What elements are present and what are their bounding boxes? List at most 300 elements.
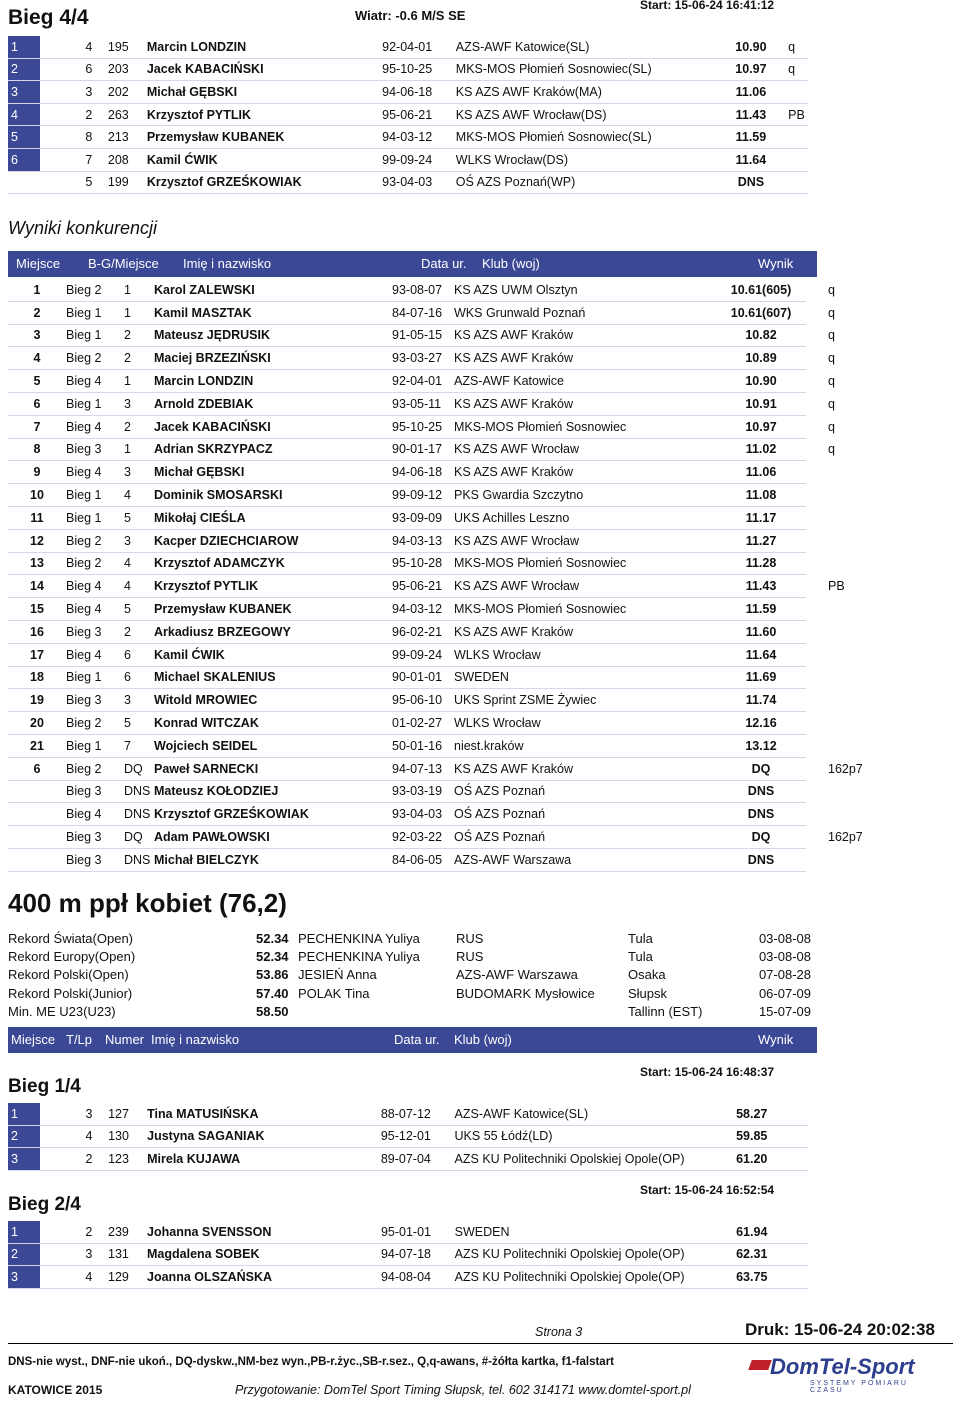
cell-place: 7 xyxy=(8,415,66,438)
cell-result: 61.94 xyxy=(736,1224,768,1239)
logo-text: DomTel-Sport xyxy=(770,1354,915,1379)
table-row xyxy=(8,36,808,58)
cell-heat: Bieg 2 xyxy=(66,279,124,301)
cell-extra: 162p7 xyxy=(828,761,863,776)
results-row xyxy=(8,438,878,461)
cell-club: MKS-MOS Płomień Sosnowiec xyxy=(454,552,716,575)
cell-place: 1 xyxy=(8,1103,40,1125)
cell-result: 11.02 xyxy=(716,438,806,461)
cell-name: Michael SKALENIUS xyxy=(154,666,392,689)
cell-extra xyxy=(806,461,878,484)
cell-qual xyxy=(781,1148,808,1171)
table-row xyxy=(8,81,808,104)
cell-club: WLKS Wrocław xyxy=(454,643,716,666)
cell-club: AZS KU Politechniki Opolskiej Opole(OP) xyxy=(454,1247,685,1262)
heat-2-title: Bieg 2/4 xyxy=(8,1194,81,1215)
cell-club: KS AZS AWF Kraków(MA) xyxy=(455,84,602,99)
cell-heat: Bieg 1 xyxy=(66,484,124,507)
cell-name: Adam PAWŁOWSKI xyxy=(154,826,392,849)
cell-name: Krzysztof PYTLIK xyxy=(154,575,392,598)
results-row xyxy=(8,279,878,301)
results-row xyxy=(8,689,878,712)
cell-heat-place: 4 xyxy=(124,552,154,575)
cell-result: 10.97 xyxy=(735,62,767,77)
cell-name: Marcin LONDZIN xyxy=(146,39,247,54)
cell-name: Dominik SMOSARSKI xyxy=(154,484,392,507)
cell-dob: 95-01-01 xyxy=(380,1224,431,1239)
cell-result: 11.74 xyxy=(716,689,806,712)
cell-name: Marcin LONDZIN xyxy=(154,370,392,393)
cell-name: Magdalena SOBEK xyxy=(147,1247,260,1262)
cell-club: KS AZS UWM Olsztyn xyxy=(454,279,716,301)
cell-bib: 127 xyxy=(108,1106,129,1121)
header-dob: Data ur. xyxy=(394,1032,440,1047)
cell-place xyxy=(8,803,66,826)
results-row xyxy=(8,826,878,849)
results-row xyxy=(8,757,878,780)
cell-dob: 94-07-13 xyxy=(392,757,454,780)
cell-extra xyxy=(806,552,878,575)
cell-extra: q xyxy=(828,442,835,457)
header-result: Wynik xyxy=(758,256,794,271)
cell-lane: 2 xyxy=(85,1151,93,1166)
cell-name: Kamil ĆWIK xyxy=(154,643,392,666)
cell-club: OŚ AZS Poznań(WP) xyxy=(455,175,576,190)
cell-club: OŚ AZS Poznań xyxy=(454,826,716,849)
footer-rule xyxy=(8,1343,953,1344)
cell-result: 11.17 xyxy=(716,506,806,529)
results-row xyxy=(8,529,878,552)
cell-result: 11.08 xyxy=(716,484,806,507)
cell-heat-place: 1 xyxy=(124,438,154,461)
cell-dob: 93-03-27 xyxy=(392,347,454,370)
cell-name: Tina MATUSIŃSKA xyxy=(147,1106,259,1121)
cell-club: KS AZS AWF Kraków xyxy=(454,461,716,484)
cell-dob: 94-03-12 xyxy=(382,130,433,145)
header-place: Miejsce xyxy=(11,1032,56,1047)
cell-heat: Bieg 4 xyxy=(66,598,124,621)
cell-dob: 01-02-27 xyxy=(392,712,454,735)
results-row xyxy=(8,803,878,826)
cell-name: Krzysztof PYTLIK xyxy=(146,107,252,122)
venue: KATOWICE 2015 xyxy=(8,1383,103,1397)
cell-result: DNS xyxy=(716,780,806,803)
results-row xyxy=(8,620,878,643)
cell-name: Kamil MASZTAK xyxy=(154,301,392,324)
header-place: Miejsce xyxy=(16,256,61,271)
cell-club: niest.kraków xyxy=(454,734,716,757)
cell-extra: PB xyxy=(828,579,845,594)
cell-extra: 162p7 xyxy=(828,830,863,845)
cell-name: Johanna SVENSSON xyxy=(147,1224,272,1239)
cell-heat-place: DNS xyxy=(124,848,154,871)
cell-lane: 2 xyxy=(85,107,93,122)
cell-result: 10.90 xyxy=(716,370,806,393)
cell-club: SWEDEN xyxy=(454,666,716,689)
cell-name: Adrian SKRZYPACZ xyxy=(154,438,392,461)
cell-place: 12 xyxy=(8,529,66,552)
cell-qual: q xyxy=(788,62,796,77)
cell-extra xyxy=(806,780,878,803)
cell-dob: 93-08-07 xyxy=(392,279,454,301)
cell-lane: 4 xyxy=(85,1129,93,1144)
cell-dob: 99-09-12 xyxy=(392,484,454,507)
record-club: BUDOMARK Mysłowice xyxy=(456,985,595,1001)
cell-extra: q xyxy=(828,305,835,320)
cell-name: Jacek KABACIŃSKI xyxy=(154,415,392,438)
cell-extra xyxy=(806,529,878,552)
cell-dob: 92-04-01 xyxy=(382,39,433,54)
cell-place: 6 xyxy=(8,757,66,780)
cell-heat: Bieg 4 xyxy=(66,370,124,393)
cell-result: 10.97 xyxy=(716,415,806,438)
cell-result: 11.64 xyxy=(735,152,767,167)
event-title: 400 m ppł kobiet (76,2) xyxy=(8,888,287,918)
cell-place: 17 xyxy=(8,643,66,666)
cell-result: 10.90 xyxy=(735,39,767,54)
record-row xyxy=(8,947,811,965)
cell-result: DQ xyxy=(716,826,806,849)
cell-bib: 202 xyxy=(107,84,129,99)
record-holder: POLAK Tina xyxy=(298,985,370,1001)
cell-place: 2 xyxy=(8,58,40,81)
cell-result: 11.06 xyxy=(735,84,767,99)
cell-place: 4 xyxy=(8,347,66,370)
table-row xyxy=(8,126,808,149)
record-place: Tula xyxy=(628,948,653,964)
results-row xyxy=(8,712,878,735)
cell-heat-place: 7 xyxy=(124,734,154,757)
cell-club: KS AZS AWF Kraków xyxy=(454,620,716,643)
cell-result: 11.27 xyxy=(716,529,806,552)
cell-bib: 203 xyxy=(107,62,129,77)
record-label: Rekord Europy(Open) xyxy=(8,948,136,964)
cell-heat-place: 3 xyxy=(124,689,154,712)
cell-heat-place: 5 xyxy=(124,598,154,621)
cell-extra xyxy=(806,643,878,666)
record-row xyxy=(8,966,811,984)
cell-club: AZS-AWF Katowice(SL) xyxy=(454,1106,589,1121)
cell-result: 62.31 xyxy=(736,1247,768,1262)
cell-place: 19 xyxy=(8,689,66,712)
cell-result: 59.85 xyxy=(736,1129,768,1144)
cell-heat: Bieg 1 xyxy=(66,392,124,415)
results-row xyxy=(8,575,878,598)
cell-name: Arnold ZDEBIAK xyxy=(154,392,392,415)
cell-heat: Bieg 1 xyxy=(66,324,124,347)
cell-qual xyxy=(781,1125,808,1148)
cell-place: 3 xyxy=(8,324,66,347)
cell-extra: q xyxy=(828,419,835,434)
cell-club: WLKS Wrocław xyxy=(454,712,716,735)
results-row xyxy=(8,347,878,370)
cell-result: 11.64 xyxy=(716,643,806,666)
cell-club: KS AZS AWF Wrocław xyxy=(454,438,716,461)
cell-club: UKS Sprint ZSME Żywiec xyxy=(454,689,716,712)
cell-qual xyxy=(780,81,808,104)
cell-heat: Bieg 4 xyxy=(66,415,124,438)
cell-place: 3 xyxy=(8,1148,40,1171)
cell-result: 13.12 xyxy=(716,734,806,757)
cell-heat-place: 1 xyxy=(124,279,154,301)
cell-club: AZS-AWF Warszawa xyxy=(454,848,716,871)
cell-heat: Bieg 2 xyxy=(66,757,124,780)
cell-heat: Bieg 2 xyxy=(66,529,124,552)
cell-bib: 123 xyxy=(108,1151,129,1166)
cell-place: 8 xyxy=(8,438,66,461)
cell-name: Kamil ĆWIK xyxy=(146,152,218,167)
cell-club: OŚ AZS Poznań xyxy=(454,780,716,803)
header-name: Imię i nazwisko xyxy=(183,256,272,271)
cell-place: 9 xyxy=(8,461,66,484)
cell-place: 1 xyxy=(8,36,40,58)
cell-result: 11.06 xyxy=(716,461,806,484)
cell-bib: 131 xyxy=(108,1247,129,1262)
cell-club: MKS-MOS Płomień Sosnowiec(SL) xyxy=(455,62,652,77)
cell-heat-place: 3 xyxy=(124,529,154,552)
cell-club: UKS Achilles Leszno xyxy=(454,506,716,529)
table-row xyxy=(8,1125,808,1148)
header-dob: Data ur. xyxy=(421,256,467,271)
record-date: 03-08-08 xyxy=(758,948,811,964)
cell-heat: Bieg 3 xyxy=(66,826,124,849)
cell-extra xyxy=(806,506,878,529)
cell-heat: Bieg 4 xyxy=(66,461,124,484)
cell-name: Karol ZALEWSKI xyxy=(154,279,392,301)
cell-place xyxy=(8,780,66,803)
cell-bib: 195 xyxy=(107,39,129,54)
cell-dob: 90-01-17 xyxy=(392,438,454,461)
record-place: Tallinn (EST) xyxy=(628,1003,703,1019)
results-row xyxy=(8,461,878,484)
cell-club: KS AZS AWF Kraków xyxy=(454,347,716,370)
cell-dob: 95-06-21 xyxy=(382,107,433,122)
cell-result: 11.60 xyxy=(716,620,806,643)
heat-start-time: Start: 15-06-24 16:41:12 xyxy=(640,0,775,12)
cell-result: DQ xyxy=(716,757,806,780)
cell-heat: Bieg 2 xyxy=(66,712,124,735)
cell-place: 4 xyxy=(8,103,40,126)
record-value: 57.40 xyxy=(256,985,289,1001)
cell-extra xyxy=(806,803,878,826)
header-result: Wynik xyxy=(758,1032,794,1047)
cell-dob: 95-10-25 xyxy=(392,415,454,438)
cell-lane: 3 xyxy=(85,1247,93,1262)
cell-heat-place: 2 xyxy=(124,347,154,370)
cell-club: MKS-MOS Płomień Sosnowiec(SL) xyxy=(455,130,652,145)
cell-club: KS AZS AWF Wrocław(DS) xyxy=(455,107,607,122)
cell-name: Krzysztof GRZEŚKOWIAK xyxy=(146,175,302,190)
results-row xyxy=(8,506,878,529)
cell-extra: q xyxy=(828,351,835,366)
cell-result: 10.89 xyxy=(716,347,806,370)
cell-dob: 99-09-24 xyxy=(382,152,433,167)
cell-extra: q xyxy=(828,328,835,343)
table-row xyxy=(8,58,808,81)
cell-dob: 95-12-01 xyxy=(380,1129,431,1144)
cell-qual: q xyxy=(788,39,796,54)
record-holder xyxy=(298,1002,456,1020)
cell-heat-place: 1 xyxy=(124,301,154,324)
section-title: Wyniki konkurencji xyxy=(8,218,158,238)
print-date: Druk: 15-06-24 20:02:38 xyxy=(745,1320,935,1339)
cell-dob: 90-01-01 xyxy=(392,666,454,689)
cell-name: Michał GĘBSKI xyxy=(146,84,238,99)
cell-extra xyxy=(806,666,878,689)
results-row xyxy=(8,552,878,575)
cell-name: Arkadiusz BRZEGOWY xyxy=(154,620,392,643)
cell-heat: Bieg 3 xyxy=(66,848,124,871)
cell-club: SWEDEN xyxy=(454,1224,510,1239)
cell-heat-place: 5 xyxy=(124,506,154,529)
cell-dob: 84-06-05 xyxy=(392,848,454,871)
cell-lane: 3 xyxy=(85,1106,93,1121)
cell-name: Krzysztof ADAMCZYK xyxy=(154,552,392,575)
cell-name: Michał BIELCZYK xyxy=(154,848,392,871)
cell-place: 21 xyxy=(8,734,66,757)
cell-heat-place: DQ xyxy=(124,826,154,849)
cell-heat-place: 3 xyxy=(124,461,154,484)
cell-qual xyxy=(781,1103,808,1125)
cell-dob: 89-07-04 xyxy=(380,1151,431,1166)
cell-result: 10.61(605) xyxy=(716,279,806,301)
record-club: RUS xyxy=(456,948,484,964)
cell-place: 2 xyxy=(8,301,66,324)
cell-club: PKS Gwardia Szczytno xyxy=(454,484,716,507)
cell-bib: 129 xyxy=(108,1269,129,1284)
domtel-logo xyxy=(750,1354,945,1394)
cell-club: AZS-AWF Katowice xyxy=(454,370,716,393)
legend: DNS-nie wyst., DNF-nie ukoń., DQ-dyskw.,NM-bez wyn.,PB-r.życ.,SB-r.sez., Q,q-awans, #-żółta kartka, f1-falstart xyxy=(8,1356,615,1368)
cell-heat: Bieg 1 xyxy=(66,734,124,757)
cell-lane: 5 xyxy=(85,175,93,190)
cell-dob: 93-03-19 xyxy=(392,780,454,803)
record-row xyxy=(8,929,811,947)
record-date: 03-08-08 xyxy=(758,930,811,946)
cell-club: AZS KU Politechniki Opolskiej Opole(OP) xyxy=(454,1151,685,1166)
cell-place: 2 xyxy=(8,1243,40,1266)
cell-name: Mikołaj CIEŚLA xyxy=(154,506,392,529)
cell-dob: 95-06-10 xyxy=(392,689,454,712)
cell-heat-place: 2 xyxy=(124,620,154,643)
cell-club: OŚ AZS Poznań xyxy=(454,803,716,826)
record-label: Rekord Polski(Junior) xyxy=(8,985,133,1001)
cell-result: 11.59 xyxy=(735,130,767,145)
cell-dob: 94-06-18 xyxy=(392,461,454,484)
results-row xyxy=(8,301,878,324)
cell-result: DNS xyxy=(716,848,806,871)
cell-club: UKS 55 Łódź(LD) xyxy=(454,1129,553,1144)
logo-mark-icon xyxy=(748,1360,772,1370)
cell-dob: 95-06-21 xyxy=(392,575,454,598)
prepared-by: Przygotowanie: DomTel Sport Timing Słupsk, tel. 602 314171 www.domtel-sport.pl xyxy=(235,1383,691,1397)
cell-name: Joanna OLSZAŃSKA xyxy=(147,1269,273,1284)
cell-heat: Bieg 2 xyxy=(66,347,124,370)
cell-heat: Bieg 1 xyxy=(66,666,124,689)
results-row xyxy=(8,666,878,689)
cell-qual xyxy=(780,126,808,149)
cell-place: 18 xyxy=(8,666,66,689)
results-row xyxy=(8,643,878,666)
record-holder: JESIEŃ Anna xyxy=(298,967,377,983)
cell-place: 15 xyxy=(8,598,66,621)
cell-heat-place: 6 xyxy=(124,666,154,689)
cell-place xyxy=(8,848,66,871)
cell-bib: 208 xyxy=(107,152,129,167)
cell-name: Witold MROWIEC xyxy=(154,689,392,712)
cell-qual xyxy=(781,1221,808,1243)
cell-dob: 93-04-03 xyxy=(382,175,433,190)
cell-name: Justyna SAGANIAK xyxy=(147,1129,265,1144)
cell-result: 11.28 xyxy=(716,552,806,575)
records-table xyxy=(8,929,811,1020)
cell-name: Konrad WITCZAK xyxy=(154,712,392,735)
cell-heat-place: 6 xyxy=(124,643,154,666)
cell-name: Mateusz JĘDRUSIK xyxy=(154,324,392,347)
table-row xyxy=(8,148,808,171)
cell-dob: 92-03-22 xyxy=(392,826,454,849)
cell-club: KS AZS AWF Kraków xyxy=(454,757,716,780)
cell-result: 10.91 xyxy=(716,392,806,415)
wind-info: Wiatr: -0.6 M/S SE xyxy=(355,8,466,23)
cell-place: 1 xyxy=(8,279,66,301)
table-row xyxy=(8,1243,808,1266)
page-number: Strona 3 xyxy=(535,1325,583,1339)
results-row xyxy=(8,392,878,415)
cell-name: Krzysztof GRZEŚKOWIAK xyxy=(154,803,392,826)
cell-dob: 92-04-01 xyxy=(392,370,454,393)
record-value: 52.34 xyxy=(256,930,289,946)
cell-club: AZS KU Politechniki Opolskiej Opole(OP) xyxy=(454,1269,685,1284)
cell-qual xyxy=(780,148,808,171)
record-label: Rekord Polski(Open) xyxy=(8,967,129,983)
cell-place: 16 xyxy=(8,620,66,643)
cell-heat-place: DNS xyxy=(124,803,154,826)
cell-dob: 94-06-18 xyxy=(382,84,433,99)
cell-extra: q xyxy=(828,374,835,389)
cell-name: Mirela KUJAWA xyxy=(147,1151,241,1166)
cell-name: Kacper DZIECHCIAROW xyxy=(154,529,392,552)
cell-result: DNS xyxy=(737,175,765,190)
cell-lane: 6 xyxy=(85,62,93,77)
cell-dob: 84-07-16 xyxy=(392,301,454,324)
table-row xyxy=(8,103,808,126)
header-name: Imię i nazwisko xyxy=(151,1032,240,1047)
cell-dob: 95-10-28 xyxy=(392,552,454,575)
cell-bib: 263 xyxy=(107,107,129,122)
cell-bib: 213 xyxy=(107,130,129,145)
record-date: 15-07-09 xyxy=(758,1003,811,1019)
record-label: Min. ME U23(U23) xyxy=(8,1003,116,1019)
cell-dob: 91-05-15 xyxy=(392,324,454,347)
cell-extra: q xyxy=(828,396,835,411)
cell-qual: PB xyxy=(788,107,805,122)
results-row xyxy=(8,370,878,393)
cell-heat: Bieg 1 xyxy=(66,301,124,324)
cell-place: 6 xyxy=(8,392,66,415)
cell-lane: 3 xyxy=(85,84,93,99)
cell-club: KS AZS AWF Wrocław xyxy=(454,529,716,552)
heat-1-title: Bieg 1/4 xyxy=(8,1076,81,1097)
cell-name: Paweł SARNECKI xyxy=(154,757,392,780)
cell-place xyxy=(8,826,66,849)
cell-result: 11.69 xyxy=(716,666,806,689)
heat-4-table xyxy=(8,36,808,194)
table-row xyxy=(8,1221,808,1243)
cell-qual xyxy=(781,1243,808,1266)
cell-dob: 93-09-09 xyxy=(392,506,454,529)
header-club: Klub (woj) xyxy=(482,256,540,271)
